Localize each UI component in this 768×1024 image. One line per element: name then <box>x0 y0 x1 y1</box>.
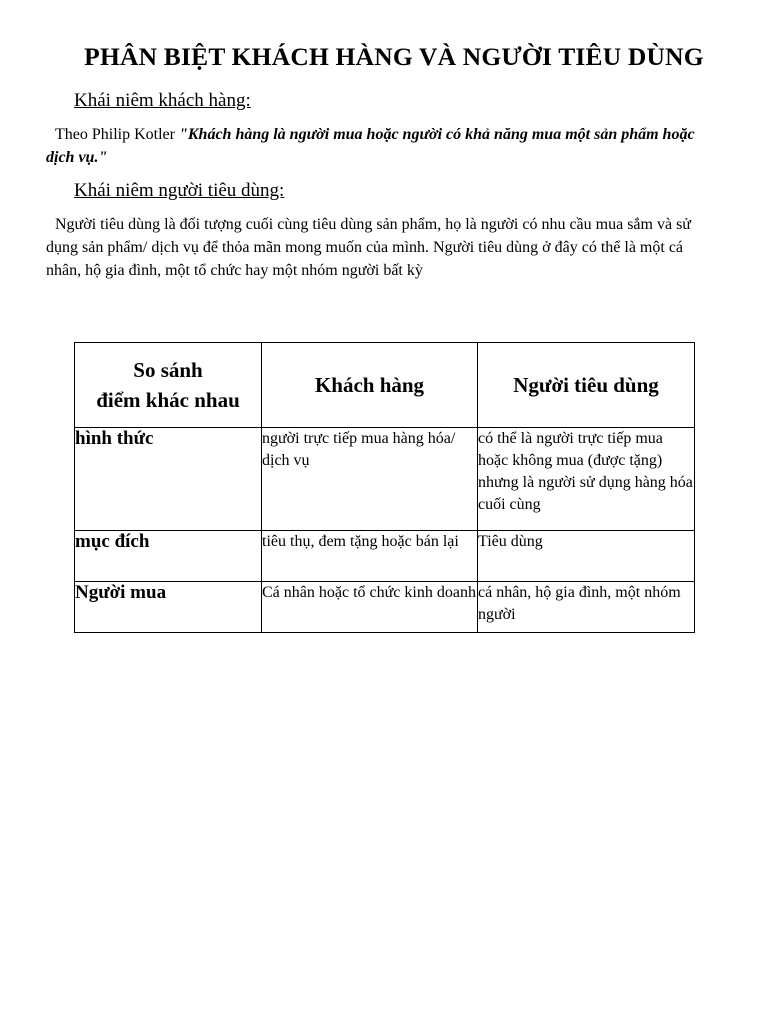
page-title: PHÂN BIỆT KHÁCH HÀNG VÀ NGƯỜI TIÊU DÙNG <box>84 42 704 71</box>
header-compare-line2: điểm khác nhau <box>96 388 240 412</box>
cell-consumer: Tiêu dùng <box>478 531 695 582</box>
row-label: hình thức <box>75 428 262 531</box>
cell-consumer: có thể là người trực tiếp mua hoặc không mua (được tặng) nhưng là người sử dụng hàng hóa cuối cùng <box>478 428 695 531</box>
cell-customer: người trực tiếp mua hàng hóa/ dịch vụ <box>262 428 478 531</box>
table-header-row <box>75 343 695 428</box>
heading-customer-concept: Khái niêm khách hàng: <box>74 90 251 111</box>
header-consumer: Người tiêu dùng <box>478 343 695 428</box>
cell-consumer: cá nhân, hộ gia đình, một nhóm người <box>478 582 695 633</box>
heading-consumer-concept: Khái niêm người tiêu dùng: <box>74 180 285 201</box>
row-label: Người mua <box>75 582 262 633</box>
header-compare <box>75 343 262 428</box>
cell-customer: Cá nhân hoặc tổ chức kinh doanh <box>262 582 478 633</box>
header-customer: Khách hàng <box>262 343 478 428</box>
header-compare-line1: So sánh <box>133 358 203 382</box>
paragraph-intro-text: Theo Philip Kotler <box>55 126 179 143</box>
table-row <box>75 428 695 531</box>
paragraph-consumer-definition <box>46 213 706 282</box>
table-row <box>75 531 695 582</box>
paragraph-consumer-text: Người tiêu dùng là đối tượng cuối cùng tiêu dùng sản phẩm, họ là người có nhu cầu mua sắm và sử dụng sản phẩm/ dịch vụ để thỏa mãn mong muốn của mình. Người tiêu dùng ở đây có thể là một cá nhân, hộ gia đình, một tổ chức hay một nhóm người bất kỳ <box>46 216 691 279</box>
kotler-quote: "Khách hàng là người mua hoặc người có khả năng mua một sản phẩm hoặc dịch vụ." <box>46 126 695 166</box>
row-label: mục đích <box>75 531 262 582</box>
cell-customer: tiêu thụ, đem tặng hoặc bán lại <box>262 531 478 582</box>
comparison-table <box>74 342 695 633</box>
table-row <box>75 582 695 633</box>
paragraph-customer-definition <box>46 123 706 169</box>
